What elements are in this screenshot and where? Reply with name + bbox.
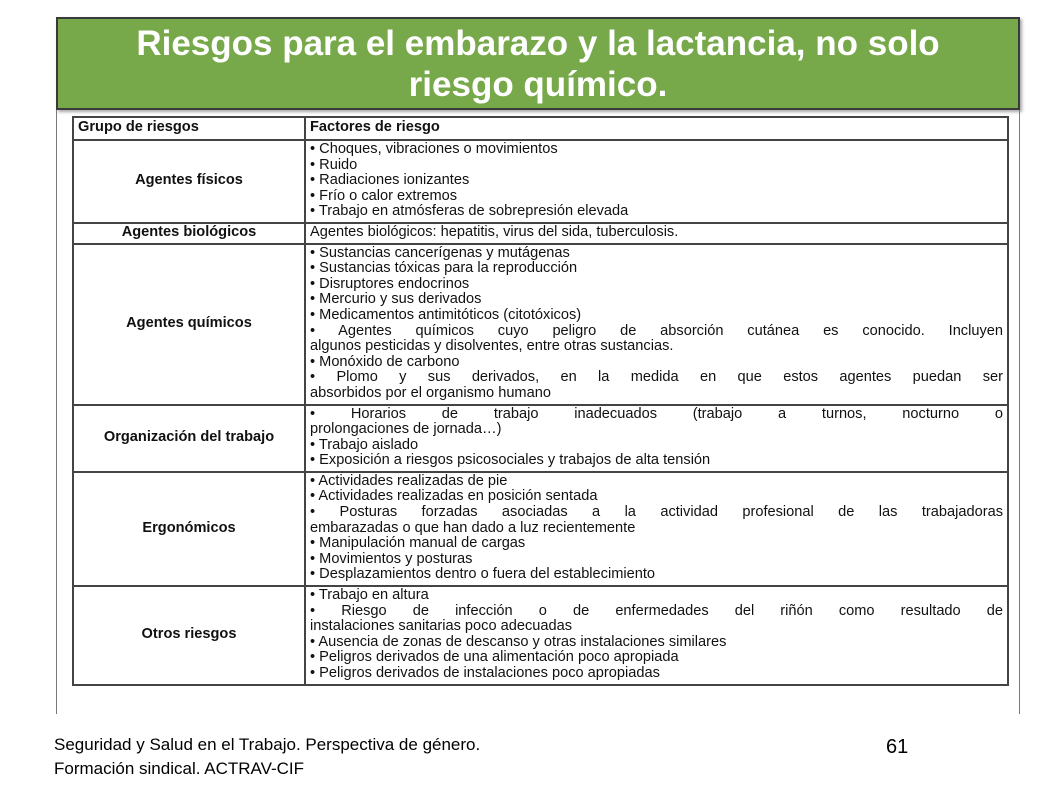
factor-item: • Plomo y sus derivados, en la medida en que estos agentes puedan ser bbox=[310, 369, 1003, 386]
page-number: 61 bbox=[886, 736, 909, 758]
factor-item: algunos pesticidas y disolventes, entre otras sustancias. bbox=[310, 338, 674, 355]
table-row bbox=[73, 472, 1008, 586]
source-line: Formación sindical. ACTRAV-CIF bbox=[54, 759, 305, 778]
factor-item: • Horarios de trabajo inadecuados (trabajo a turnos, nocturno o bbox=[310, 405, 1003, 422]
factor-item: • Trabajo aislado bbox=[310, 436, 419, 453]
factor-item: • Peligros derivados de una alimentación poco apropiada bbox=[310, 649, 679, 666]
factor-item: • Exposición a riesgos psicosociales y trabajos de alta tensión bbox=[310, 452, 711, 469]
header-group: Grupo de riesgos bbox=[73, 117, 305, 140]
factor-item: • Disruptores endocrinos bbox=[310, 275, 470, 292]
factors-cell bbox=[305, 586, 1008, 685]
header-factors: Factores de riesgo bbox=[305, 117, 1008, 140]
factors-cell bbox=[305, 472, 1008, 586]
group-cell: Agentes biológicos bbox=[73, 223, 305, 244]
title-banner bbox=[56, 17, 1020, 110]
factor-item: • Trabajo en atmósferas de sobrepresión elevada bbox=[310, 203, 629, 220]
factors-cell bbox=[305, 223, 1008, 244]
factor-item: • Frío o calor extremos bbox=[310, 187, 458, 204]
table-header-row bbox=[73, 117, 1008, 140]
factor-item: • Actividades realizadas en posición sentada bbox=[310, 488, 598, 505]
factors-cell bbox=[305, 405, 1008, 472]
slide-title: Riesgos para el embarazo y la lactancia, no solo riesgo químico. bbox=[136, 23, 940, 104]
factor-item: prolongaciones de jornada…) bbox=[310, 421, 502, 438]
factor-item: • Peligros derivados de instalaciones poco apropiadas bbox=[310, 665, 660, 681]
factor-item: • Actividades realizadas de pie bbox=[310, 472, 508, 489]
factor-item: • Radiaciones ionizantes bbox=[310, 172, 470, 189]
factors-cell bbox=[305, 140, 1008, 223]
factor-item: • Monóxido de carbono bbox=[310, 353, 460, 370]
factor-item: • Movimientos y posturas bbox=[310, 550, 473, 567]
factor-item: • Choques, vibraciones o movimientos bbox=[310, 141, 558, 157]
factor-item: • Trabajo en altura bbox=[310, 587, 429, 604]
factor-item: embarazadas o que han dado a luz recientemente bbox=[310, 519, 636, 536]
factor-item: • Sustancias tóxicas para la reproducción bbox=[310, 260, 578, 277]
factor-item: • Posturas forzadas asociadas a la actividad profesional de las trabajadoras bbox=[310, 504, 1003, 521]
factor-item: • Ausencia de zonas de descanso y otras instalaciones similares bbox=[310, 633, 727, 650]
table-row bbox=[73, 223, 1008, 244]
factor-item: • Desplazamientos dentro o fuera del establecimiento bbox=[310, 566, 656, 583]
factor-item: Agentes biológicos: hepatitis, virus del sida, tuberculosis. bbox=[310, 223, 679, 240]
factor-item: • Medicamentos antimitóticos (citotóxicos) bbox=[310, 306, 582, 323]
factors-cell bbox=[305, 244, 1008, 405]
source-line: Seguridad y Salud en el Trabajo. Perspectiva de género. bbox=[54, 735, 481, 754]
group-cell: Organización del trabajo bbox=[73, 405, 305, 472]
source-citation bbox=[54, 733, 480, 781]
table-row bbox=[73, 140, 1008, 223]
factor-item: • Ruido bbox=[310, 156, 358, 173]
factor-item: • Mercurio y sus derivados bbox=[310, 291, 482, 308]
group-cell: Agentes físicos bbox=[73, 140, 305, 223]
factor-item: • Agentes químicos cuyo peligro de absorción cutánea es conocido. Incluyen bbox=[310, 322, 1003, 339]
table-frame bbox=[56, 110, 1020, 714]
factor-item: • Sustancias cancerígenas y mutágenas bbox=[310, 244, 570, 261]
group-cell: Otros riesgos bbox=[73, 586, 305, 685]
factor-item: • Manipulación manual de cargas bbox=[310, 535, 526, 552]
risk-table bbox=[72, 116, 1009, 686]
table-row bbox=[73, 586, 1008, 685]
factor-item: • Riesgo de infección o de enfermedades del riñón como resultado de bbox=[310, 602, 1003, 619]
table-row bbox=[73, 405, 1008, 472]
factor-item: absorbidos por el organismo humano bbox=[310, 384, 551, 401]
table-row bbox=[73, 244, 1008, 405]
group-cell: Ergonómicos bbox=[73, 472, 305, 586]
factor-item: instalaciones sanitarias poco adecuadas bbox=[310, 618, 573, 635]
group-cell: Agentes químicos bbox=[73, 244, 305, 405]
